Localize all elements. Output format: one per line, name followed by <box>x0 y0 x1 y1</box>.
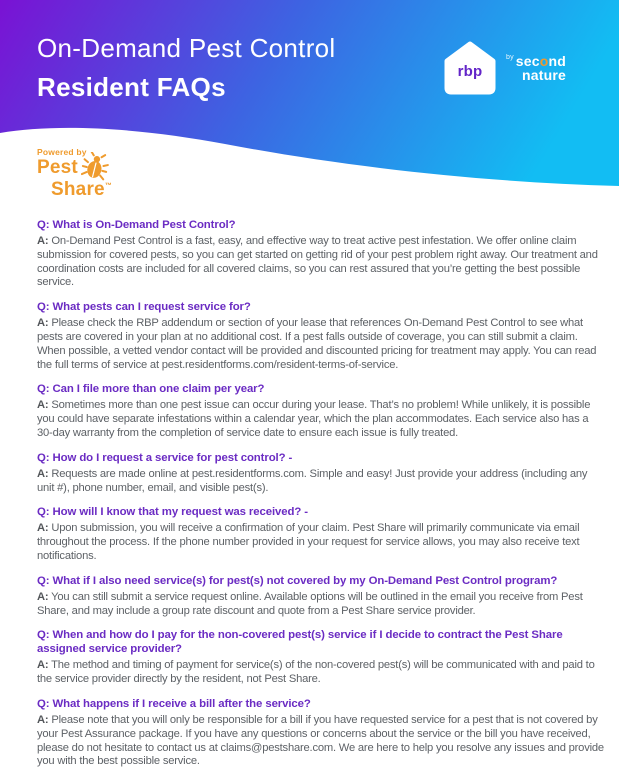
faq-question: Q: What if I also need service(s) for pest(s) not covered by my On-Demand Pest Control program? <box>37 574 558 587</box>
second-part1: sec <box>515 53 540 69</box>
faq-list <box>0 205 619 769</box>
faq-answer <box>37 317 605 372</box>
second-nature-wordmark <box>506 54 566 82</box>
faq-question: Q: How do I request a service for pest control? - <box>37 451 293 464</box>
faq-question: Q: What pests can I request service for? <box>37 301 251 314</box>
faq-answer <box>37 522 605 563</box>
page-title-line2: Resident FAQs <box>37 72 226 102</box>
answer-prefix: A: <box>37 399 49 412</box>
powered-by-label: Powered by <box>37 147 87 157</box>
share-text: Share <box>51 179 105 200</box>
faq-answer <box>37 468 605 496</box>
faq-item <box>37 505 605 563</box>
share-wordmark <box>51 180 112 199</box>
faq-item <box>37 218 605 290</box>
hero-header <box>0 0 619 205</box>
rbp-logo-text: rbp <box>457 63 483 80</box>
answer-prefix: A: <box>37 659 49 672</box>
faq-question: Q: What happens if I receive a bill after the service? <box>37 697 311 710</box>
faq-question: Q: How will I know that my request was received? - <box>37 506 308 519</box>
second-nature-line2: nature <box>522 67 567 83</box>
faq-item <box>37 628 605 687</box>
faq-answer <box>37 659 605 687</box>
faq-question: Q: What is On-Demand Pest Control? <box>37 219 236 231</box>
faq-item <box>37 451 605 496</box>
faq-answer <box>37 591 605 619</box>
answer-text: On-Demand Pest Control is a fast, easy, and effective way to treat active pest infestation. We offer online claim submission for covered pests, so you can get started on getting rid of your pest problem right away. Our treatment and coordination costs are included for all covered claims, so you can rest assured that you’re getting the best possible service. <box>37 235 598 289</box>
page-title <box>37 33 336 103</box>
pest-share-logo <box>37 147 112 199</box>
second-part2: nd <box>548 53 567 69</box>
by-label: by <box>506 54 514 61</box>
answer-text: Sometimes more than one pest issue can occur during your lease. That’s no problem! While unlikely, it is possible you could have separate infestations within a calendar year, which the plan accommodates. Each service also has a 30-day warranty from the completion of service date to ensure each issue is fully treated. <box>37 399 591 439</box>
trademark-symbol: ™ <box>104 182 113 190</box>
faq-answer <box>37 399 605 440</box>
answer-prefix: A: <box>37 713 49 726</box>
faq-answer <box>37 235 605 290</box>
answer-text: Requests are made online at pest.residentforms.com. Simple and easy! Just provide your address (including any unit #), phone number, email, and visible pest(s). <box>37 467 588 494</box>
answer-text: Upon submission, you will receive a confirmation of your claim. Pest Share will primarily communicate via email throughout the process. If the phone number provided in your request for service allows, you may also receive text notifications. <box>37 522 580 562</box>
faq-answer <box>37 714 605 769</box>
answer-text: Please check the RBP addendum or section of your lease that references On-Demand Pest Control to see what pests are covered in your plan at no additional cost. If a pest falls outside of coverage, you can still submit a claim. When possible, a vetted vendor contact will be provided and discounted pricing for treatment may apply. You can read the full terms of service at pest.residentforms.com/resident-terms-of-service. <box>37 317 597 371</box>
faq-item <box>37 574 605 619</box>
page-title-line1: On-Demand Pest Control <box>37 33 336 63</box>
answer-text: You can still submit a service request online. Available options will be outlined in the email you receive from Pest Share, and may include a group rate discount and quote from a Pest Share service provider. <box>37 590 583 617</box>
second-o-mark: o <box>539 53 549 69</box>
faq-item <box>37 697 605 769</box>
faq-question: Q: When and how do I pay for the non-covered pest(s) service if I decide to contract the Pest Share assigned service provider? <box>37 629 563 656</box>
second-nature-line1 <box>506 54 566 68</box>
answer-prefix: A: <box>37 317 49 330</box>
answer-prefix: A: <box>37 522 49 535</box>
answer-text: The method and timing of payment for service(s) of the non-covered pest(s) will be communicated with and paid to the service provider directly by the resident, not Pest Share. <box>37 659 595 686</box>
rbp-second-nature-logo <box>441 38 566 98</box>
pest-wordmark: Pest <box>37 157 78 178</box>
faq-item <box>37 382 605 440</box>
faq-item <box>37 300 605 372</box>
answer-prefix: A: <box>37 590 49 603</box>
answer-prefix: A: <box>37 235 49 247</box>
answer-prefix: A: <box>37 467 49 480</box>
bug-icon <box>81 152 109 182</box>
rbp-house-logo <box>441 38 499 98</box>
answer-text: Please note that you will only be responsible for a bill if you have requested service for a pest that is not covered by your Pest Assurance package. If you have any questions or concerns about the service or the bill you have received, please do not hesitate to contact us at claims@pestshare.com. We are here to help you resolve any issues and provide you with the best possible service. <box>37 713 604 768</box>
faq-question: Q: Can I file more than one claim per year? <box>37 383 265 396</box>
